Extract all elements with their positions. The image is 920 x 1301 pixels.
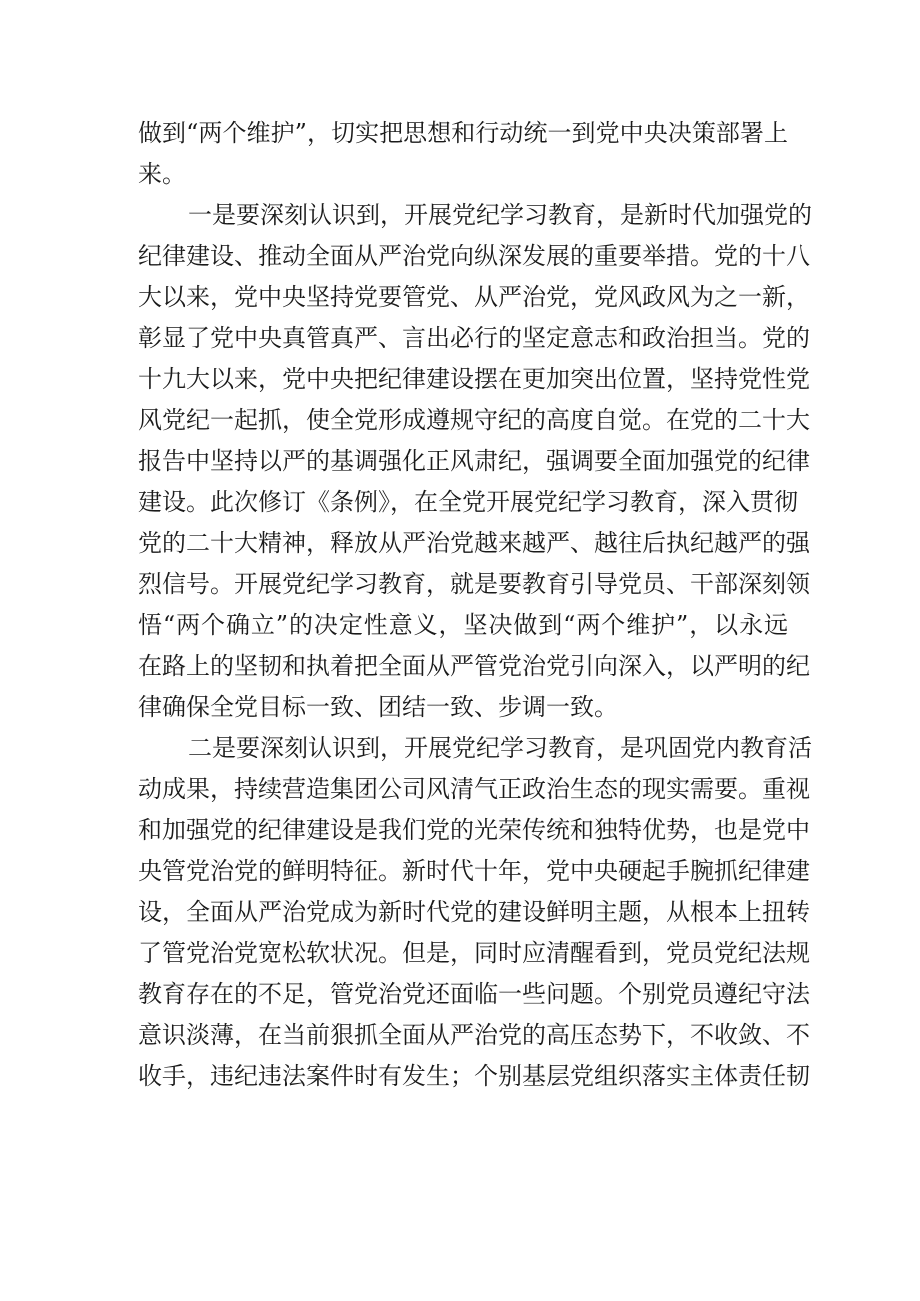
text-line: 和加强党的纪律建设是我们党的光荣传统和独特优势，也是党中 — [138, 816, 810, 844]
text-line: 建设。此次修订《条例》，在全党开展党纪学习教育，深入贯彻 — [138, 488, 798, 516]
paragraph-continuation — [138, 113, 788, 195]
text-line: 动成果，持续营造集团公司风清气正政治生态的现实需要。重视 — [138, 775, 810, 803]
text-line: 党的二十大精神，释放从严治党越来越严、越往后执纪越严的强 — [138, 529, 810, 557]
text-line: 律确保全党目标一致、团结一致、步调一致。 — [138, 693, 618, 721]
text-line: 大以来，党中央坚持党要管党、从严治党，党风政风为之一新， — [138, 283, 810, 311]
paragraph-point-two — [138, 728, 812, 1097]
text-line: 了管党治党宽松软状况。但是，同时应清醒看到，党员党纪法规 — [138, 939, 810, 967]
text-line: 二是要深刻认识到，开展党纪学习教育，是巩固党内教育活 — [188, 734, 812, 762]
text-line: 风党纪一起抓，使全党形成遵规守纪的高度自觉。在党的二十大 — [138, 406, 810, 434]
text-line: 十九大以来，党中央把纪律建设摆在更加突出位置，坚持党性党 — [138, 365, 810, 393]
text-line: 教育存在的不足，管党治党还面临一些问题。个别党员遵纪守法 — [138, 980, 810, 1008]
text-line: 悟“两个确立”的决定性意义，坚决做到“两个维护”，以永远 — [138, 611, 788, 639]
text-line: 设，全面从严治党成为新时代党的建设鲜明主题，从根本上扭转 — [138, 898, 810, 926]
document-body — [138, 113, 812, 1097]
paragraph-point-one — [138, 195, 812, 728]
text-line: 在路上的坚韧和执着把全面从严管党治党引向深入，以严明的纪 — [138, 652, 810, 680]
text-line: 一是要深刻认识到，开展党纪学习教育，是新时代加强党的 — [188, 201, 812, 229]
text-line: 收手，违纪违法案件时有发生；个别基层党组织落实主体责任韧 — [138, 1062, 810, 1090]
text-line: 报告中坚持以严的基调强化正风肃纪，强调要全面加强党的纪律 — [138, 447, 810, 475]
text-line: 烈信号。开展党纪学习教育，就是要教育引导党员、干部深刻领 — [138, 570, 810, 598]
text-line: 彰显了党中央真管真严、言出必行的坚定意志和政治担当。党的 — [138, 324, 810, 352]
text-line: 央管党治党的鲜明特征。新时代十年，党中央硬起手腕抓纪律建 — [138, 857, 810, 885]
text-line: 来。 — [138, 160, 186, 188]
text-line: 意识淡薄，在当前狠抓全面从严治党的高压态势下，不收敛、不 — [138, 1021, 810, 1049]
text-line: 做到“两个维护”，切实把思想和行动统一到党中央决策部署上 — [138, 119, 788, 147]
text-line: 纪律建设、推动全面从严治党向纵深发展的重要举措。党的十八 — [138, 242, 810, 270]
